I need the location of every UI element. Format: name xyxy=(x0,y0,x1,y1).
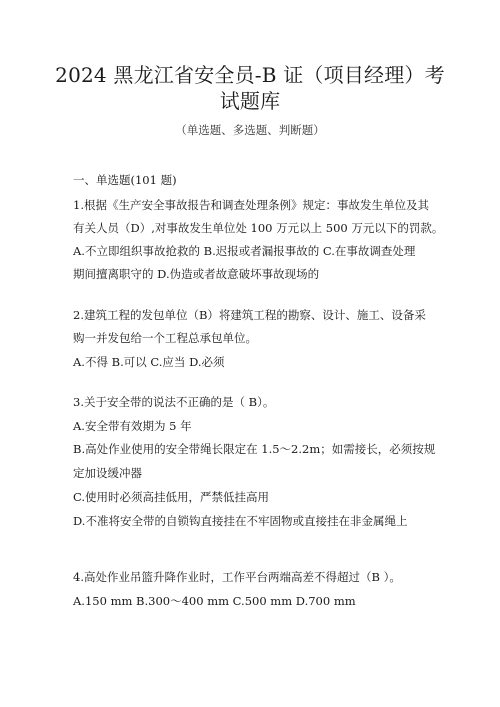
question-2-stem-line-1: 2.建筑工程的发包单位（B）将建筑工程的勘察、设计、施工、设备采 xyxy=(73,308,426,322)
question-4-stem: 4.高处作业吊篮升降作业时，工作平台两端高差不得超过（B ）。 xyxy=(73,570,401,584)
document-title-line-2: 试题库 xyxy=(219,89,281,113)
question-2-options: A.不得 B.可以 C.应当 D.必须 xyxy=(73,355,225,369)
section-heading: 一、单选题(101 题) xyxy=(73,173,177,187)
question-3-stem: 3.关于安全带的说法不正确的是（ B）。 xyxy=(73,395,275,409)
document-title-line-1: 2024 黑龙江省安全员-B 证（项目经理）考 xyxy=(55,63,445,87)
question-3-option-b-line-1: B.高处作业使用的安全带绳长限定在 1.5～2.2m；如需接长，必须按规 xyxy=(73,442,436,456)
question-4-options: A.150 mm B.300～400 mm C.500 mm D.700 mm xyxy=(73,594,356,608)
question-1-stem-line-1: 1.根据《生产安全事故报告和调查处理条例》规定：事故发生单位及其 xyxy=(73,198,429,212)
question-1-stem-line-2: 有关人员（D）,对事故发生单位处 100 万元以上 500 万元以下的罚款。 xyxy=(73,221,444,235)
question-2-stem-line-2: 购一并发包给一个工程总承包单位。 xyxy=(73,331,257,345)
question-3-option-c: C.使用时必须高挂低用，严禁低挂高用 xyxy=(73,490,270,504)
question-3-option-d: D.不准将安全带的自锁钩直接挂在不牢固物或直接挂在非金属绳上 xyxy=(73,514,408,528)
question-1-options-line-1: A.不立即组织事故抢救的 B.迟报或者漏报事故的 C.在事故调查处理 xyxy=(73,244,416,258)
question-1-options-line-2: 期间擅离职守的 D.伪造或者故意破坏事故现场的 xyxy=(73,267,320,281)
document-subtitle: （单选题、多选题、判断题） xyxy=(175,123,325,137)
question-3-option-a: A.安全带有效期为 5 年 xyxy=(73,419,192,433)
question-3-option-b-line-2: 定加设缓冲器 xyxy=(73,466,142,480)
